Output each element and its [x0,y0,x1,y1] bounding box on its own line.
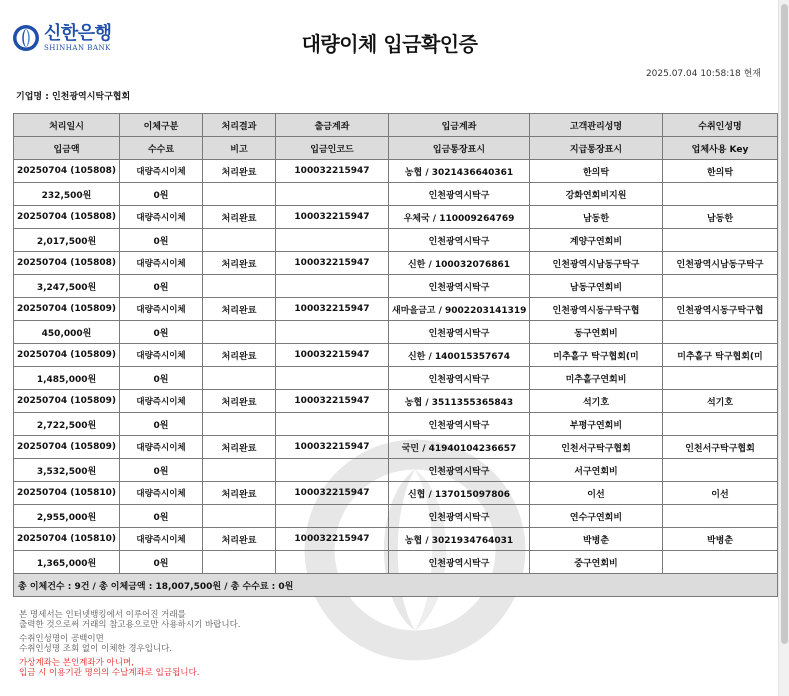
cell-recipient: 석기호 [663,390,778,413]
cell-amount: 3,247,500원 [14,275,120,298]
cell-fee: 0원 [120,459,203,482]
cell-from: 100032215947 [276,482,389,505]
cell-customer: 남동한 [530,206,663,229]
table-row [14,252,778,275]
table-row [14,413,778,436]
cell-note [203,413,276,436]
cell-key [663,505,778,528]
cell-in-display: 인천광역시탁구 [389,505,530,528]
cell-to: 신협 / 137015097806 [389,482,530,505]
cell-customer: 인천광역시남동구탁구 [530,252,663,275]
table-row [14,505,778,528]
cell-in-display: 인천광역시탁구 [389,413,530,436]
cell-date: 20250704 (105808) [14,252,120,275]
company-name: 기업명 : 인천광역시탁구협회 [16,92,131,102]
cell-result: 처리완료 [203,436,276,459]
cell-result: 처리완료 [203,206,276,229]
cell-type: 대량즉시이체 [120,298,203,321]
cell-key [663,551,778,574]
logo-name-ko: 신한은행 [44,22,112,44]
cell-code [276,505,389,528]
cell-amount: 232,500원 [14,183,120,206]
cell-code [276,459,389,482]
cell-to: 우체국 / 110009264769 [389,206,530,229]
column-header: 수취인성명 [663,114,778,137]
notes-recipient [19,634,241,654]
table-row [14,436,778,459]
notes-disclaimer [19,610,241,630]
cell-date: 20250704 (105808) [14,206,120,229]
cell-date: 20250704 (105809) [14,436,120,459]
cell-code [276,551,389,574]
cell-code [276,413,389,436]
cell-key [663,413,778,436]
table-row [14,160,778,183]
cell-note [203,459,276,482]
cell-in-display: 인천광역시탁구 [389,229,530,252]
cell-to: 농협 / 3511355365843 [389,390,530,413]
cell-code [276,229,389,252]
column-header: 업체사용 Key [663,137,778,160]
cell-fee: 0원 [120,367,203,390]
cell-result: 처리완료 [203,482,276,505]
cell-fee: 0원 [120,183,203,206]
cell-customer: 박병춘 [530,528,663,551]
cell-from: 100032215947 [276,344,389,367]
note-line: 가상계좌는 본인계좌가 아니며, [19,658,134,668]
cell-code [276,367,389,390]
cell-key [663,229,778,252]
cell-recipient: 남동한 [663,206,778,229]
cell-from: 100032215947 [276,206,389,229]
table-row [14,390,778,413]
cell-result: 처리완료 [203,344,276,367]
cell-type: 대량즉시이체 [120,482,203,505]
cell-date: 20250704 (105809) [14,390,120,413]
cell-amount: 3,532,500원 [14,459,120,482]
note-line: 수취인성명이 공백이면 [19,634,104,644]
summary-row [14,574,778,597]
cell-key [663,183,778,206]
cell-customer: 인천광역시동구탁구협 [530,298,663,321]
column-header: 출금계좌 [276,114,389,137]
cell-from: 100032215947 [276,390,389,413]
note-line: 본 명세서는 인터넷뱅킹에서 이루어진 거래를 [19,610,186,620]
cell-key [663,367,778,390]
cell-out-display: 계양구연회비 [530,229,663,252]
cell-in-display: 인천광역시탁구 [389,321,530,344]
column-header: 입금액 [14,137,120,160]
table-row [14,459,778,482]
cell-date: 20250704 (105810) [14,528,120,551]
cell-out-display: 남동구연회비 [530,275,663,298]
cell-recipient: 박병춘 [663,528,778,551]
cell-fee: 0원 [120,275,203,298]
cell-fee: 0원 [120,505,203,528]
cell-type: 대량즉시이체 [120,252,203,275]
cell-code [276,275,389,298]
cell-note [203,505,276,528]
cell-to: 농협 / 3021934764031 [389,528,530,551]
cell-in-display: 인천광역시탁구 [389,459,530,482]
cell-out-display: 부평구연회비 [530,413,663,436]
cell-key [663,275,778,298]
table-row [14,298,778,321]
cell-customer: 석기호 [530,390,663,413]
table-row [14,321,778,344]
cell-date: 20250704 (105808) [14,160,120,183]
cell-note [203,183,276,206]
cell-date: 20250704 (105809) [14,344,120,367]
cell-type: 대량즉시이체 [120,390,203,413]
cell-to: 농협 / 3021436640361 [389,160,530,183]
logo-name-en: SHINHAN BANK [44,43,111,52]
cell-in-display: 인천광역시탁구 [389,183,530,206]
column-header: 처리결과 [203,114,276,137]
vertical-scrollbar[interactable] [778,0,789,696]
cell-customer: 미추홀구 탁구협회(미 [530,344,663,367]
cell-out-display: 동구연회비 [530,321,663,344]
cell-result: 처리완료 [203,528,276,551]
column-header: 지급통장표시 [530,137,663,160]
note-line: 입금 시 이용기관 명의의 수납계좌로 입금됩니다. [19,668,200,678]
transfer-table-wrapper [13,113,777,597]
cell-note [203,321,276,344]
table-row [14,206,778,229]
cell-from: 100032215947 [276,528,389,551]
cell-recipient: 인천광역시동구탁구협 [663,298,778,321]
cell-recipient: 미추홀구 탁구협회(미 [663,344,778,367]
cell-in-display: 인천광역시탁구 [389,275,530,298]
column-header: 처리일시 [14,114,120,137]
cell-date: 20250704 (105809) [14,298,120,321]
column-header: 비고 [203,137,276,160]
cell-note [203,229,276,252]
cell-note [203,551,276,574]
header-row1 [14,114,778,137]
cell-note [203,275,276,298]
cell-amount: 1,485,000원 [14,367,120,390]
cell-fee: 0원 [120,551,203,574]
cell-amount: 450,000원 [14,321,120,344]
cell-out-display: 연수구연회비 [530,505,663,528]
cell-recipient: 인천광역시남동구탁구 [663,252,778,275]
table-row [14,344,778,367]
table-row [14,482,778,505]
cell-result: 처리완료 [203,252,276,275]
cell-amount: 2,017,500원 [14,229,120,252]
cell-type: 대량즉시이체 [120,206,203,229]
cell-amount: 2,722,500원 [14,413,120,436]
column-header: 입금계좌 [389,114,530,137]
cell-result: 처리완료 [203,160,276,183]
table-row [14,551,778,574]
cell-to: 신한 / 100032076861 [389,252,530,275]
cell-amount: 1,365,000원 [14,551,120,574]
cell-type: 대량즉시이체 [120,436,203,459]
cell-from: 100032215947 [276,160,389,183]
cell-from: 100032215947 [276,252,389,275]
cell-to: 새마을금고 / 9002203141319 [389,298,530,321]
cell-customer: 이선 [530,482,663,505]
cell-type: 대량즉시이체 [120,344,203,367]
cell-from: 100032215947 [276,436,389,459]
cell-customer: 인천서구탁구협회 [530,436,663,459]
column-header: 고객관리성명 [530,114,663,137]
scrollbar-thumb[interactable] [781,4,788,644]
cell-key [663,459,778,482]
table-row [14,528,778,551]
cell-in-display: 인천광역시탁구 [389,367,530,390]
cell-out-display: 미추홀구연회비 [530,367,663,390]
table-row [14,229,778,252]
cell-out-display: 서구연회비 [530,459,663,482]
cell-to: 신한 / 140015357674 [389,344,530,367]
notes [19,610,241,682]
cell-key [663,321,778,344]
header-row2 [14,137,778,160]
column-header: 입금인코드 [276,137,389,160]
cell-from: 100032215947 [276,298,389,321]
cell-amount: 2,955,000원 [14,505,120,528]
table-row [14,275,778,298]
cell-result: 처리완료 [203,298,276,321]
cell-fee: 0원 [120,413,203,436]
cell-result: 처리완료 [203,390,276,413]
note-line: 출력한 것으로써 거래의 참고용으로만 사용하시기 바랍니다. [19,620,241,630]
table-row [14,367,778,390]
notes-virtual-account [19,658,241,678]
cell-recipient: 인천서구탁구협회 [663,436,778,459]
cell-recipient: 한의탁 [663,160,778,183]
transfer-table [13,113,778,597]
cell-in-display: 인천광역시탁구 [389,551,530,574]
column-header: 입금통장표시 [389,137,530,160]
column-header: 수수료 [120,137,203,160]
table-row [14,183,778,206]
cell-date: 20250704 (105810) [14,482,120,505]
cell-type: 대량즉시이체 [120,528,203,551]
column-header: 이체구분 [120,114,203,137]
cell-customer: 한의탁 [530,160,663,183]
page-title: 대량이체 입금확인증 [301,32,478,56]
cell-note [203,367,276,390]
cell-fee: 0원 [120,229,203,252]
note-line: 수취인성명 조회 없이 이체한 경우입니다. [19,644,173,654]
cell-code [276,321,389,344]
timestamp: 2025.07.04 10:58:18 현재 [645,69,761,79]
summary-text: 총 이체건수 : 9건 / 총 이체금액 : 18,007,500원 / 총 수수료 : 0원 [14,574,778,597]
cell-to: 국민 / 41940104236657 [389,436,530,459]
cell-fee: 0원 [120,321,203,344]
cell-type: 대량즉시이체 [120,160,203,183]
cell-out-display: 중구연회비 [530,551,663,574]
cell-code [276,183,389,206]
cell-out-display: 강화연회비지원 [530,183,663,206]
cell-recipient: 이선 [663,482,778,505]
